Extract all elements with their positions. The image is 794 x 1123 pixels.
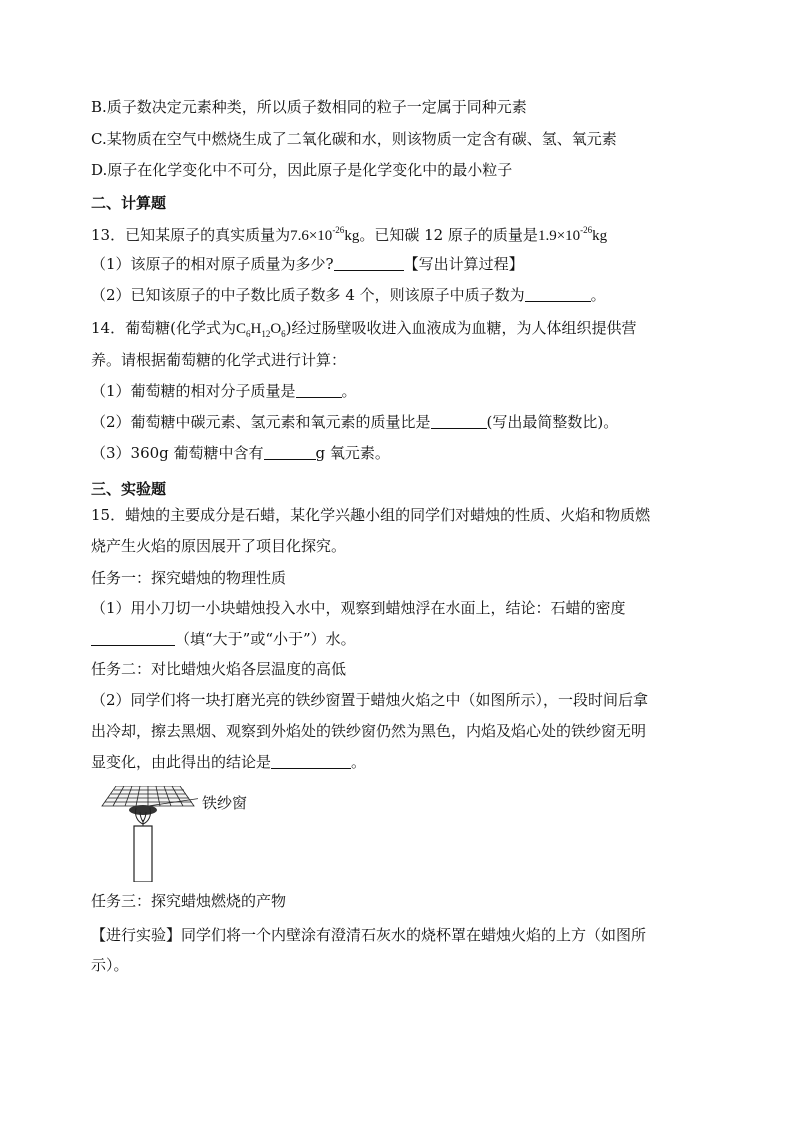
gauze-label: 铁纱窗: [202, 794, 248, 812]
formula-sub-6a: 6: [245, 329, 251, 339]
q14-p2-text: （2）葡萄糖中碳元素、氢元素和氧元素的质量比是: [91, 413, 431, 431]
question-13-part-1: [91, 254, 524, 274]
formula-c: C: [235, 321, 246, 337]
q13-unit-2: kg: [592, 228, 608, 244]
soot-mark: [129, 805, 157, 815]
q13-mass-1: 7.6×10: [290, 228, 333, 244]
q14-p3-text: （3）360g 葡萄糖中含有: [91, 444, 264, 462]
answer-blank[interactable]: [525, 286, 591, 302]
q14-p2-end: (写出最简整数比)。: [486, 413, 619, 431]
q13-p1-note: 【写出计算过程】: [403, 255, 524, 273]
q13-exp-1: -26: [332, 225, 345, 235]
iron-gauze: [102, 786, 198, 806]
q14-p3-end: g 氧元素。: [315, 444, 390, 462]
q13-text-a: 13．已知某原子的真实质量为: [91, 226, 291, 244]
formula-o: O: [270, 321, 282, 337]
task-2-title: 任务二：对比蜡烛火焰各层温度的高低: [91, 660, 347, 678]
candle-gauze-figure: [98, 786, 198, 882]
question-14-stem-2: 养。请根据葡萄糖的化学式进行计算：: [91, 351, 347, 369]
q14-p1-text: （1）葡萄糖的相对分子质量是: [91, 382, 296, 400]
task-1-title: 任务一：探究蜡烛的物理性质: [91, 569, 287, 587]
answer-blank[interactable]: [334, 255, 404, 271]
question-14-part-1: [91, 381, 357, 401]
q15-p2-text: 显变化，由此得出的结论是: [91, 753, 272, 771]
question-15-part-1: （1）用小刀切一小块蜡烛投入水中，观察到蜡烛浮在水面上，结论：石蜡的密度: [91, 599, 626, 617]
question-15-part-2-line-3: [91, 752, 366, 772]
answer-blank[interactable]: [91, 630, 175, 646]
q13-p1-text: （1）该原子的相对原子质量为多少?: [91, 255, 334, 273]
q15-p1-end: （填“大于”或“小于”）水。: [175, 630, 356, 648]
answer-blank[interactable]: [431, 413, 487, 429]
q15-p2-end: 。: [351, 753, 367, 771]
section-heading-experiment: 三、实验题: [91, 480, 167, 498]
q14-text-b: )经过肠壁吸收进入血液成为血糖，为人体组织提供营: [285, 319, 637, 337]
experiment-text: 【进行实验】同学们将一个内壁涂有澄清石灰水的烧杯罩在蜡烛火焰的上方（如图所: [91, 926, 647, 944]
q13-unit-1: kg: [344, 228, 360, 244]
question-13-part-2: [91, 285, 606, 305]
q13-exp-2: -26: [580, 225, 593, 235]
section-heading-calculation: 二、计算题: [91, 194, 167, 212]
question-15-part-1-cont: [91, 629, 356, 649]
answer-blank[interactable]: [271, 753, 351, 769]
question-14-stem: [91, 318, 637, 344]
question-15-part-2-line-2: 出冷却，擦去黑烟、观察到外焰处的铁纱窗仍然为黑色，内焰及焰心处的铁纱窗无明: [91, 722, 647, 740]
formula-h: H: [250, 321, 262, 337]
option-d: D.原子在化学变化中不可分，因此原子是化学变化中的最小粒子: [91, 161, 513, 179]
question-13-stem: [91, 220, 607, 246]
candle-body: [134, 826, 152, 882]
q13-p2-text: （2）已知该原子的中子数比质子数多 4 个，则该原子中质子数为: [91, 286, 525, 304]
answer-blank[interactable]: [264, 444, 316, 460]
question-15-stem-2: 烧产生火焰的原因展开了项目化探究。: [91, 537, 347, 555]
question-15-stem: 15．蜡烛的主要成分是石蜡，某化学兴趣小组的同学们对蜡烛的性质、火焰和物质燃: [91, 506, 651, 524]
option-b: B.质子数决定元素种类，所以质子数相同的粒子一定属于同种元素: [91, 98, 527, 116]
formula-sub-6b: 6: [281, 329, 286, 339]
experiment-text-2: 示）。: [91, 956, 129, 974]
q14-p1-end: 。: [341, 382, 357, 400]
question-15-part-2: （2）同学们将一块打磨光亮的铁纱窗置于蜡烛火焰之中（如图所示），一段时间后拿: [91, 691, 649, 709]
question-14-part-2: [91, 412, 618, 432]
q13-mass-2: 1.9×10: [537, 228, 581, 244]
question-14-part-3: [91, 443, 390, 463]
formula-sub-12: 12: [261, 329, 271, 339]
task-3-title: 任务三：探究蜡烛燃烧的产物: [91, 892, 287, 910]
option-c: C.某物质在空气中燃烧生成了二氧化碳和水，则该物质一定含有碳、氢、氧元素: [91, 130, 617, 148]
q13-p2-end: 。: [590, 286, 606, 304]
q13-text-b: 。已知碳 12 原子的质量是: [359, 226, 538, 244]
answer-blank[interactable]: [296, 382, 342, 398]
q14-text-a: 14．葡萄糖(化学式为: [91, 319, 236, 337]
